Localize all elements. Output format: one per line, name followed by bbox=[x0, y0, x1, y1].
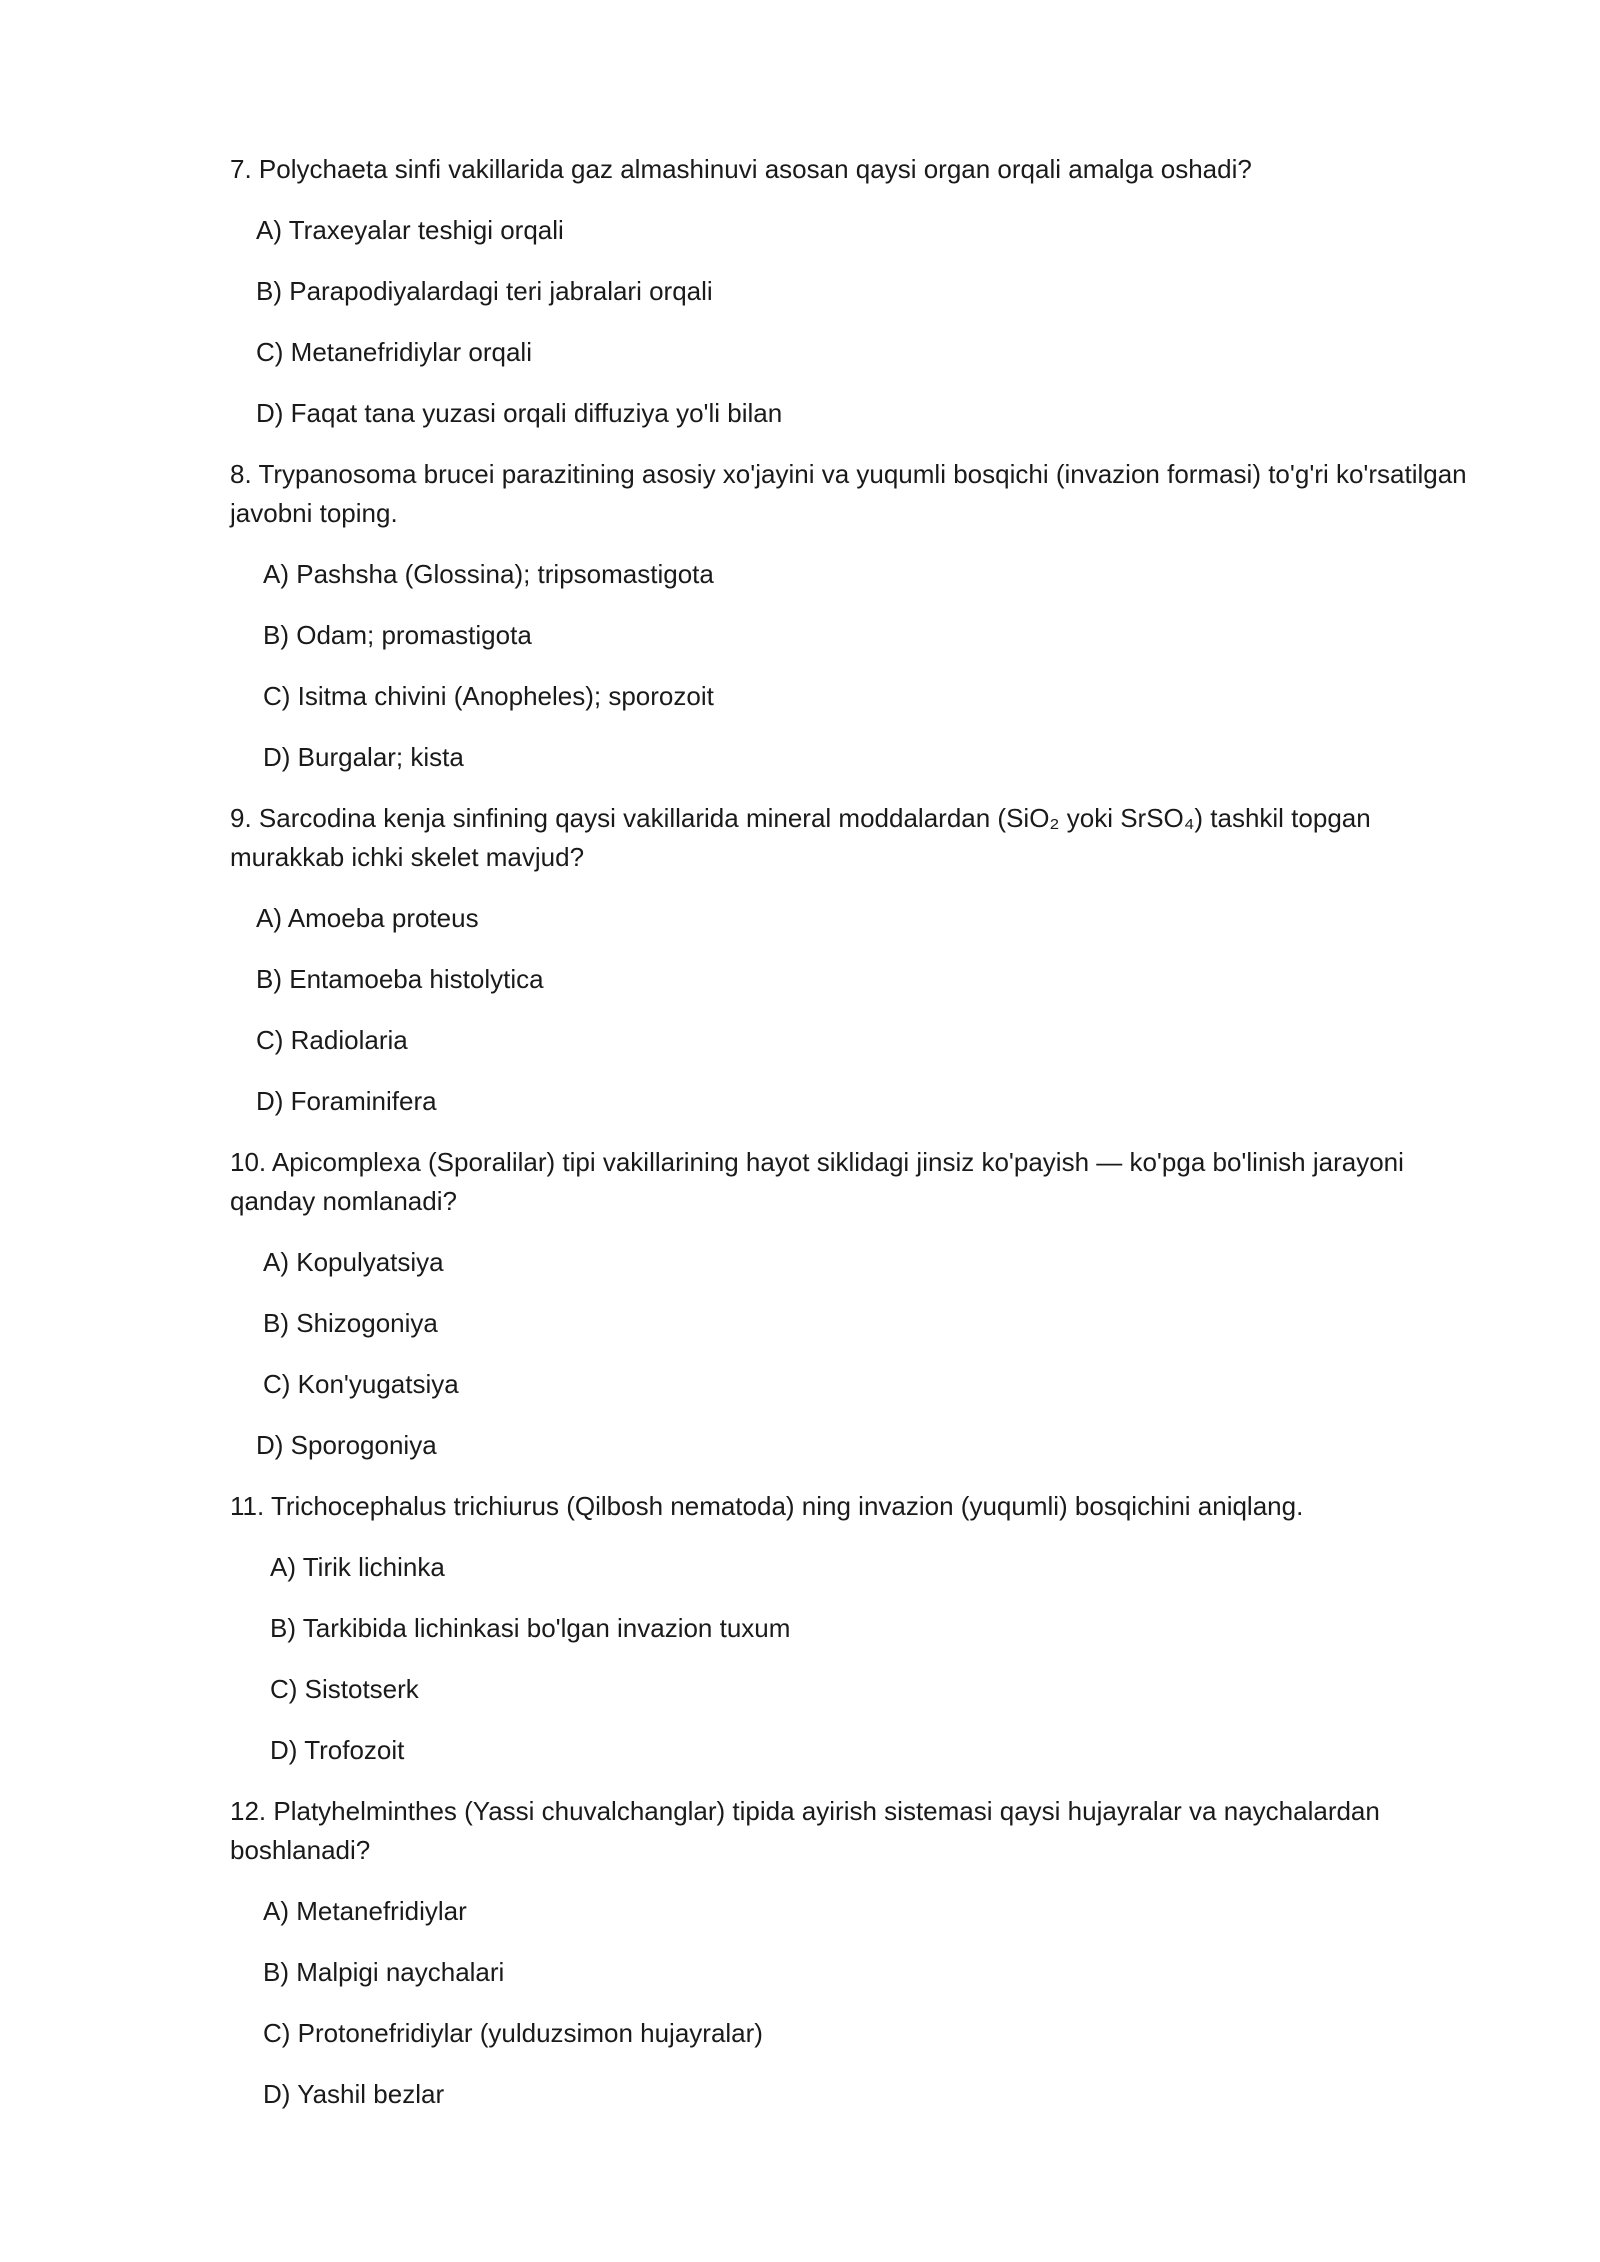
option-b: B) Parapodiyalardagi teri jabralari orqali bbox=[256, 276, 713, 306]
question-text: 12. Platyhelminthes (Yassi chuvalchanglar) tipida ayirish sistemasi qaysi hujayralar va naychalardan boshlanadi? bbox=[230, 1796, 1380, 1865]
option-a: A) Traxeyalar teshigi orqali bbox=[256, 215, 564, 245]
option-c: C) Protonefridiylar (yulduzsimon hujayralar) bbox=[263, 2018, 763, 2048]
option-a: A) Amoeba proteus bbox=[256, 903, 479, 933]
question-text: 10. Apicomplexa (Sporalilar) tipi vakillarining hayot siklidagi jinsiz ko'payish — ko'pga bo'linish jarayoni qanday nomlanadi? bbox=[230, 1147, 1404, 1216]
option-b: B) Malpigi naychalari bbox=[263, 1957, 505, 1987]
option-b: B) Entamoeba histolytica bbox=[256, 964, 544, 994]
question-list bbox=[230, 150, 1470, 2136]
question-8 bbox=[230, 455, 1470, 777]
question-9 bbox=[230, 799, 1470, 1121]
question-10 bbox=[230, 1143, 1470, 1465]
question-text: 7. Polychaeta sinfi vakillarida gaz almashinuvi asosan qaysi organ orqali amalga oshadi? bbox=[230, 154, 1252, 184]
option-b: B) Odam; promastigota bbox=[263, 620, 532, 650]
option-d: D) Trofozoit bbox=[270, 1735, 405, 1765]
option-d: D) Sporogoniya bbox=[256, 1430, 437, 1460]
option-c: C) Sistotserk bbox=[270, 1674, 419, 1704]
option-d: D) Yashil bezlar bbox=[263, 2079, 445, 2109]
question-text: 11. Trichocephalus trichiurus (Qilbosh nematoda) ning invazion (yuqumli) bosqichini aniqlang. bbox=[230, 1491, 1304, 1521]
question-text: 8. Trypanosoma brucei parazitining asosiy xo'jayini va yuqumli bosqichi (invazion formasi) to'g'ri ko'rsatilgan javobni toping. bbox=[230, 459, 1467, 528]
option-a: A) Kopulyatsiya bbox=[263, 1247, 444, 1277]
option-a: A) Tirik lichinka bbox=[270, 1552, 445, 1582]
option-a: A) Metanefridiylar bbox=[263, 1896, 467, 1926]
question-12 bbox=[230, 1792, 1470, 2114]
option-a: A) Pashsha (Glossina); tripsomastigota bbox=[263, 559, 714, 589]
option-c: C) Kon'yugatsiya bbox=[263, 1369, 459, 1399]
option-d: D) Faqat tana yuzasi orqali diffuziya yo'li bilan bbox=[256, 398, 783, 428]
option-d: D) Foraminifera bbox=[256, 1086, 437, 1116]
question-11 bbox=[230, 1487, 1470, 1770]
option-b: B) Shizogoniya bbox=[263, 1308, 438, 1338]
question-text: 9. Sarcodina kenja sinfining qaysi vakillarida mineral moddalardan (SiO₂ yoki SrSO₄) tashkil topgan murakkab ichki skelet mavjud? bbox=[230, 803, 1371, 872]
option-d: D) Burgalar; kista bbox=[263, 742, 464, 772]
option-b: B) Tarkibida lichinkasi bo'lgan invazion tuxum bbox=[270, 1613, 791, 1643]
option-c: C) Metanefridiylar orqali bbox=[256, 337, 532, 367]
question-7 bbox=[230, 150, 1470, 433]
option-c: C) Isitma chivini (Anopheles); sporozoit bbox=[263, 681, 714, 711]
option-c: C) Radiolaria bbox=[256, 1025, 408, 1055]
